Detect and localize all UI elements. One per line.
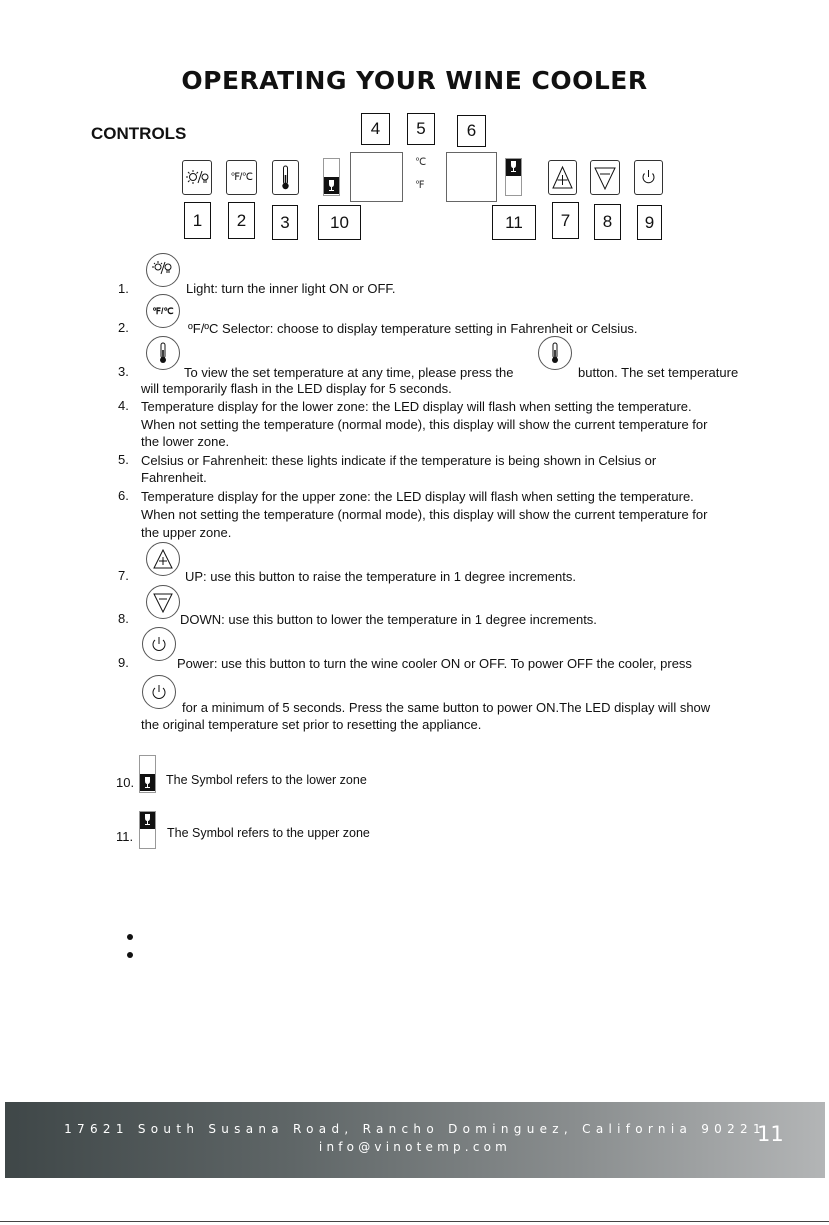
down-arrow-icon (591, 161, 619, 194)
callout-2: 2 (228, 202, 255, 239)
fahrenheit-celsius-icon: ℉/℃ (146, 294, 180, 328)
light-button (182, 160, 212, 195)
thermometer-icon (146, 336, 180, 370)
item-text: UP: use this button to raise the temperature in 1 degree increments. (185, 569, 576, 584)
item-text: the original temperature set prior to resetting the appliance. (141, 717, 482, 732)
up-arrow-icon (146, 542, 180, 576)
bullet (127, 952, 133, 958)
item-line: the upper zone. (141, 525, 232, 540)
item-line: Fahrenheit. (141, 470, 207, 485)
footer-email: info@vinotemp.com (318, 1140, 512, 1154)
bullet (127, 934, 133, 940)
list-number: 6. (118, 488, 129, 503)
thermometer-icon (538, 336, 572, 370)
up-button (548, 160, 577, 195)
item-line: the lower zone. (141, 434, 230, 449)
item-line: Temperature display for the upper zone: the LED display will flash when setting the temperature. (141, 489, 694, 504)
callout-8: 8 (594, 204, 621, 240)
item-line: When not setting the temperature (normal mode), this display will show the current temperature for (141, 507, 708, 522)
list-number: 3. (118, 364, 129, 379)
item-text: ºF/ºC Selector: choose to display temperature setting in Fahrenheit or Celsius. (188, 321, 638, 336)
item-text: The Symbol refers to the lower zone (166, 773, 367, 787)
fc-selector-button (226, 160, 257, 195)
item-line: Celsius or Fahrenheit: these lights indicate if the temperature is being shown in Celsius or (141, 453, 657, 468)
upper-zone-display (446, 152, 497, 202)
callout-4: 4 (361, 113, 390, 145)
item-text: will temporarily flash in the LED display for 5 seconds. (141, 381, 452, 396)
list-number: 9. (118, 655, 129, 670)
power-icon (635, 161, 662, 194)
callout-6: 6 (457, 115, 486, 147)
power-button (634, 160, 663, 195)
light-icon (146, 253, 180, 287)
callout-1: 1 (184, 202, 211, 239)
celsius-indicator: ℃ (415, 157, 427, 168)
footer-address: 17621 South Susana Road, Rancho Dominguez, California 90221 (64, 1122, 766, 1136)
callout-9: 9 (637, 205, 662, 240)
upper-zone-icon (505, 158, 522, 196)
fahrenheit-indicator: ℉ (415, 180, 425, 191)
list-number: 11. (116, 829, 134, 844)
upper-zone-icon (139, 811, 156, 849)
item-text: The Symbol refers to the upper zone (167, 826, 370, 840)
list-number: 1. (118, 281, 129, 296)
power-icon (142, 675, 176, 709)
item-text: Light: turn the inner light ON or OFF. (186, 281, 396, 296)
item-text: button. The set temperature (578, 365, 739, 380)
page-title: OPERATING YOUR WINE COOLER (181, 66, 648, 95)
lower-zone-icon (139, 755, 156, 793)
item-text: DOWN: use this button to lower the temperature in 1 degree increments. (180, 612, 597, 627)
list-number: 7. (118, 568, 129, 583)
list-number: 2. (118, 320, 129, 335)
item-line: When not setting the temperature (normal mode), this display will show the current temperature for (141, 417, 708, 432)
thermometer-icon (273, 161, 298, 194)
callout-10: 10 (318, 205, 361, 240)
list-number: 5. (118, 452, 129, 467)
footer-bar (5, 1102, 825, 1178)
list-number: 8. (118, 611, 129, 626)
callout-7: 7 (552, 202, 579, 239)
down-button (590, 160, 620, 195)
power-icon (142, 627, 176, 661)
lower-zone-icon (323, 158, 340, 196)
section-heading: CONTROLS (91, 124, 187, 143)
callout-3: 3 (272, 205, 298, 240)
item-text: To view the set temperature at any time, please press the (184, 365, 514, 380)
divider (0, 1221, 829, 1222)
up-arrow-icon (549, 161, 576, 194)
callout-11: 11 (492, 205, 536, 240)
list-number: 4. (118, 398, 129, 413)
item-line: Temperature display for the lower zone: the LED display will flash when setting the temperature. (141, 399, 692, 414)
lower-zone-display (350, 152, 403, 202)
thermometer-button (272, 160, 299, 195)
item-text: for a minimum of 5 seconds. Press the same button to power ON.The LED display will show (182, 700, 711, 715)
light-icon (183, 161, 211, 194)
page-number: 11 (757, 1122, 784, 1146)
fahrenheit-celsius-icon: ℉/℃ (230, 172, 253, 183)
down-arrow-icon (146, 585, 180, 619)
list-number: 10. (116, 775, 135, 790)
item-text: Power: use this button to turn the wine cooler ON or OFF. To power OFF the cooler, press (177, 656, 692, 671)
callout-5: 5 (407, 113, 435, 145)
